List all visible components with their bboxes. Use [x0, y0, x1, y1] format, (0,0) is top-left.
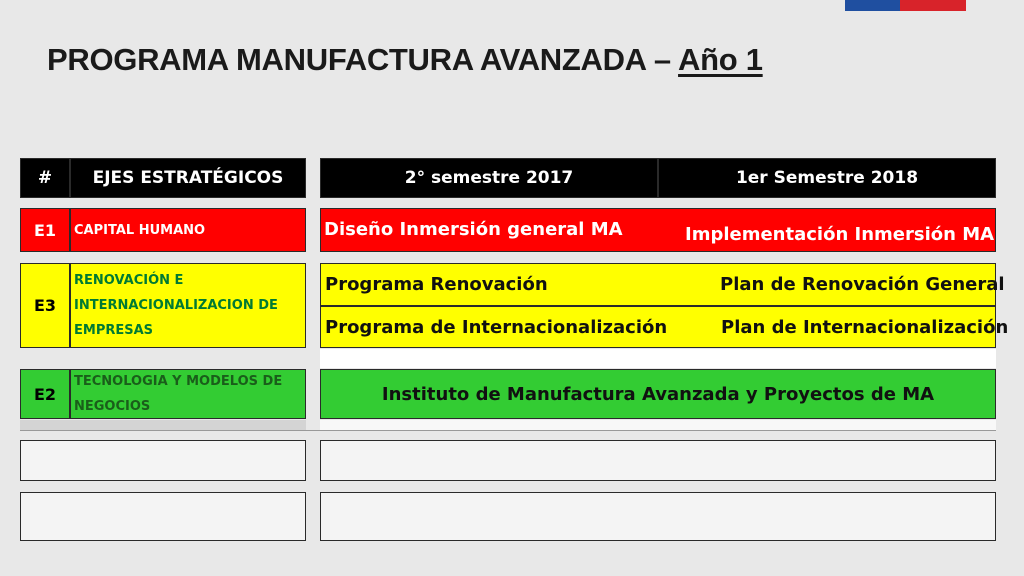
row-e2-plan: Instituto de Manufactura Avanzada y Proyectos de MA: [320, 369, 996, 419]
header-semester-2017: 2° semestre 2017: [320, 158, 658, 198]
flag-blue-stripe: [845, 0, 900, 11]
row-e3-plan2-2017: Programa de Internacionalización: [325, 317, 668, 338]
empty-row-1-left: [20, 440, 306, 481]
title-main: PROGRAMA MANUFACTURA AVANZADA –: [47, 42, 679, 77]
empty-row-2-left: [20, 492, 306, 541]
empty-row-1-right: [320, 440, 996, 481]
header-axes: EJES ESTRATÉGICOS: [70, 158, 306, 198]
flag-red-stripe: [900, 0, 966, 11]
row-e3-axis: RENOVACIÓN E INTERNACIONALIZACION DE EMPRESAS: [70, 263, 306, 348]
row-e1-axis: CAPITAL HUMANO: [70, 208, 306, 252]
row-e3-code: E3: [20, 263, 70, 348]
spacer-strip-2: [20, 420, 306, 430]
header-num: #: [20, 158, 70, 198]
divider-line: [20, 430, 996, 431]
page-title: [47, 42, 763, 78]
row-e1-code: E1: [20, 208, 70, 252]
row-e1-plan-2017: Diseño Inmersión general MA: [324, 219, 623, 240]
row-e3-plan2-2018: Plan de Internacionalización: [721, 317, 1009, 338]
row-e3-plan1-2018: Plan de Renovación General: [720, 274, 1005, 295]
row-e2-axis: TECNOLOGIA Y MODELOS DE NEGOCIOS: [70, 369, 306, 419]
title-year: Año 1: [678, 42, 763, 77]
empty-row-2-right: [320, 492, 996, 541]
spacer-strip-1: [320, 349, 996, 368]
row-e2-code: E2: [20, 369, 70, 419]
row-e3-plan1-2017: Programa Renovación: [325, 274, 548, 295]
header-semester-2018: 1er Semestre 2018: [658, 158, 996, 198]
row-e1-plan-2018: Implementación Inmersión MA: [685, 224, 995, 245]
spacer-strip-3: [320, 420, 996, 430]
